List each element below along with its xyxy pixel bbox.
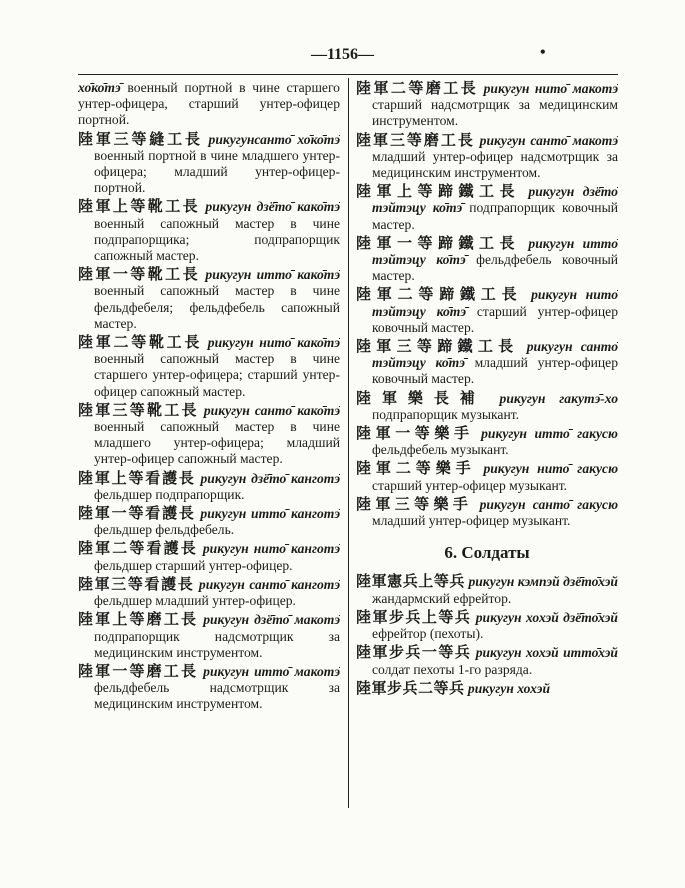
header-rule xyxy=(78,74,618,75)
entry-headword: 陸軍二等蹄鐵工長 xyxy=(356,285,523,304)
entry-headword: 陸軍三等蹄鐵工長 xyxy=(356,337,519,356)
entry-headword: 陸軍步兵上等兵 xyxy=(356,607,472,626)
entry-translation: военный сапожный мастер в чине старшего унтер-офицера; старший унтер-офицер сапожный мастер. xyxy=(94,351,340,399)
entry-headword: 陸軍步兵一等兵 xyxy=(356,643,472,662)
entry-headword: 陸軍三等看護長 xyxy=(78,574,195,593)
entry-reading: рикугунсанто̄ хо̄ко̄тэ̄ xyxy=(208,131,340,147)
entry-translation: солдат пехоты 1-го разряда. xyxy=(372,661,533,677)
page-number: —1156— xyxy=(310,46,375,63)
entry-reading: рикугун итто̄ канготэ̄ xyxy=(200,506,340,522)
dictionary-entry xyxy=(356,425,618,458)
entry-headword: 陸軍一等看護長 xyxy=(78,504,196,523)
entry-reading: рикугун итто̄ како̄тэ̄ xyxy=(205,267,340,283)
dictionary-entry xyxy=(78,402,340,468)
entry-translation: подпрапорщик ковочный мастер. xyxy=(372,200,618,232)
entry-reading: хо̄ко̄тэ̄ xyxy=(78,80,121,95)
entry-reading: рикугун санто̄ тэйтэцу ко̄тэ̄ xyxy=(372,339,618,371)
entry-reading: рикугун нито̄ како̄тэ̄ xyxy=(207,335,340,351)
dictionary-entry xyxy=(78,470,340,503)
section-title: 6. Солдаты xyxy=(444,543,530,563)
dictionary-entry xyxy=(356,609,618,642)
entry-translation: фельдфебель музыкант. xyxy=(372,442,509,458)
entry-headword: 陸軍一等靴工長 xyxy=(78,265,201,284)
entry-translation: старший унтер-офицер музыкант. xyxy=(372,477,568,493)
entry-translation: военный портной в чине старшего унтер-офицера, старший унтер-офицер портной. xyxy=(78,80,340,128)
entry-translation: военный сапожный мастер в чине фельдфебеля; фельдфебель сапожный мастер. xyxy=(94,283,340,331)
entry-headword: 陸軍三等樂手 xyxy=(356,494,473,513)
dictionary-entry xyxy=(356,80,618,130)
entry-headword: 陸軍三等磨工長 xyxy=(356,130,475,149)
entry-translation: старший унтер-офицер ковочный мастер. xyxy=(372,303,618,335)
entry-reading: рикугун итто̄ макотэ̄ xyxy=(203,663,340,679)
entry-reading: рикугун дзё̄то̄ макотэ̄ xyxy=(203,612,340,628)
dictionary-entry xyxy=(356,644,618,677)
entry-reading: рикугун хохэй дзё̄то̄хэй xyxy=(475,609,618,625)
entry-translation: военный сапожный мастер в чине младшего унтер-офицера; младший унтер-офицер сапожный мастер. xyxy=(94,419,340,467)
dictionary-entry xyxy=(78,505,340,538)
entry-reading: рикугун нито̄ тэйтэцу ко̄тэ̄ xyxy=(372,287,618,319)
entry-headword: 陸軍上等蹄鐵工長 xyxy=(356,182,521,201)
dictionary-entry xyxy=(356,680,618,697)
entry-reading: рикугун нито̄ канготэ̄ xyxy=(202,541,340,557)
entry-headword: 陸軍一等樂手 xyxy=(356,424,474,443)
entry-headword: 陸軍一等蹄鐵工長 xyxy=(356,233,520,252)
entry-headword: 陸軍二等樂手 xyxy=(356,459,476,478)
dictionary-entry xyxy=(78,80,340,129)
entry-translation: старший надсмотрщик за медицинским инструментом. xyxy=(372,97,618,129)
dictionary-entry xyxy=(356,235,618,285)
entry-headword: 陸軍二等靴工長 xyxy=(78,333,203,352)
entry-headword: 陸軍憲兵上等兵 xyxy=(356,572,465,591)
dictionary-entry xyxy=(78,131,340,197)
dictionary-entry xyxy=(78,576,340,609)
dictionary-entry xyxy=(78,663,340,713)
left-column xyxy=(78,80,340,715)
entry-reading: рикугун дзё̄то̄ тэйтэцу ко̄тэ̄ xyxy=(372,184,618,216)
column-divider xyxy=(348,78,349,808)
entry-reading: рикугун санто̄ макотэ̄ xyxy=(479,132,618,148)
entry-reading: рикугун санто̄ гакусю xyxy=(479,496,618,512)
dictionary-entry xyxy=(356,390,618,423)
entry-headword: 陸軍二等看護長 xyxy=(78,539,198,558)
entry-translation: военный сапожный мастер в чине подпрапорщика; подпрапорщик сапожный мастер. xyxy=(94,215,340,264)
dictionary-entry xyxy=(78,266,340,332)
entry-reading: рикугун гакутэ̄-хо xyxy=(499,390,618,406)
dictionary-entry xyxy=(356,286,618,336)
entry-reading: рикугун санто̄ како̄тэ̄ xyxy=(203,402,340,418)
entry-translation: подпрапорщик музыкант. xyxy=(372,406,520,422)
entry-translation: военный портной в чине младшего унтер-офицера; младший унтер-офицер-портной. xyxy=(94,147,340,196)
entry-headword: 陸軍上等看護長 xyxy=(78,468,196,487)
dictionary-entry xyxy=(356,132,618,182)
entry-reading: рикугун итто̄ гакусю xyxy=(481,426,618,442)
entry-reading: рикугун дзё̄то̄ канготэ̄ xyxy=(200,470,340,486)
entry-translation: фельдшер подпрапорщик. xyxy=(94,486,245,502)
entry-reading: рикугун хохэй xyxy=(467,680,551,696)
entry-translation: фельдфебель надсмотрщик за медицинским инструментом. xyxy=(94,680,340,712)
entry-reading: рикугун дзё̄то̄ како̄тэ̄ xyxy=(205,199,340,215)
dictionary-entry xyxy=(78,334,340,400)
entry-translation: фельдшер старший унтер-офицер. xyxy=(94,557,293,573)
entry-headword: 陸軍三等靴工長 xyxy=(78,400,199,419)
entry-reading: рикугун нито̄ макотэ̄ xyxy=(483,81,618,96)
dictionary-entry xyxy=(78,611,340,661)
dictionary-entry xyxy=(356,496,618,529)
entry-reading: рикугун итто̄ тэйтэцу ко̄тэ̄ xyxy=(372,235,618,268)
entry-reading: рикугун кэмпэй дзё̄то̄хэй xyxy=(468,574,618,590)
entry-headword: 陸軍一等磨工長 xyxy=(78,661,199,680)
entry-translation: младший унтер-офицер ковочный мастер. xyxy=(372,355,618,387)
entry-translation: фельдшер фельдфебель. xyxy=(94,522,235,538)
dictionary-entry xyxy=(78,540,340,573)
entry-translation: младший унтер-офицер музыкант. xyxy=(372,513,571,529)
entry-headword: 陸軍上等靴工長 xyxy=(78,197,201,216)
entry-headword: 陸軍樂長補 xyxy=(356,388,486,407)
entry-reading: рикугун нито̄ гакусю xyxy=(483,461,618,477)
top-right-mark: • xyxy=(540,44,546,61)
dictionary-entry xyxy=(356,338,618,388)
entry-translation: фельдшер младший унтер-офицер. xyxy=(94,593,296,609)
entry-translation: младший унтер-офицер надсмотрщик за медицинским инструментом. xyxy=(372,148,618,181)
dictionary-entry xyxy=(356,460,618,493)
entry-reading: рикугун хохэй итто̄хэй xyxy=(475,645,618,661)
dictionary-entry xyxy=(356,573,618,606)
entry-translation: жандармский ефрейтор. xyxy=(372,590,512,606)
entry-translation: ефрейтор (пехоты). xyxy=(372,626,484,642)
entry-translation: фельдфебель ковочный мастер. xyxy=(372,252,618,284)
entry-headword: 陸軍步兵二等兵 xyxy=(356,678,465,697)
entry-reading: рикугун санто̄ канготэ̄ xyxy=(198,576,340,592)
dictionary-entry xyxy=(78,198,340,264)
entry-headword: 陸軍上等磨工長 xyxy=(78,610,199,629)
right-column xyxy=(356,80,618,699)
dictionary-entry xyxy=(356,183,618,233)
entry-headword: 陸軍三等縫工長 xyxy=(78,129,203,148)
entry-translation: подпрапорщик надсмотрщик за медицинским инструментом. xyxy=(94,628,340,660)
entry-headword: 陸軍二等磨工長 xyxy=(356,80,479,97)
